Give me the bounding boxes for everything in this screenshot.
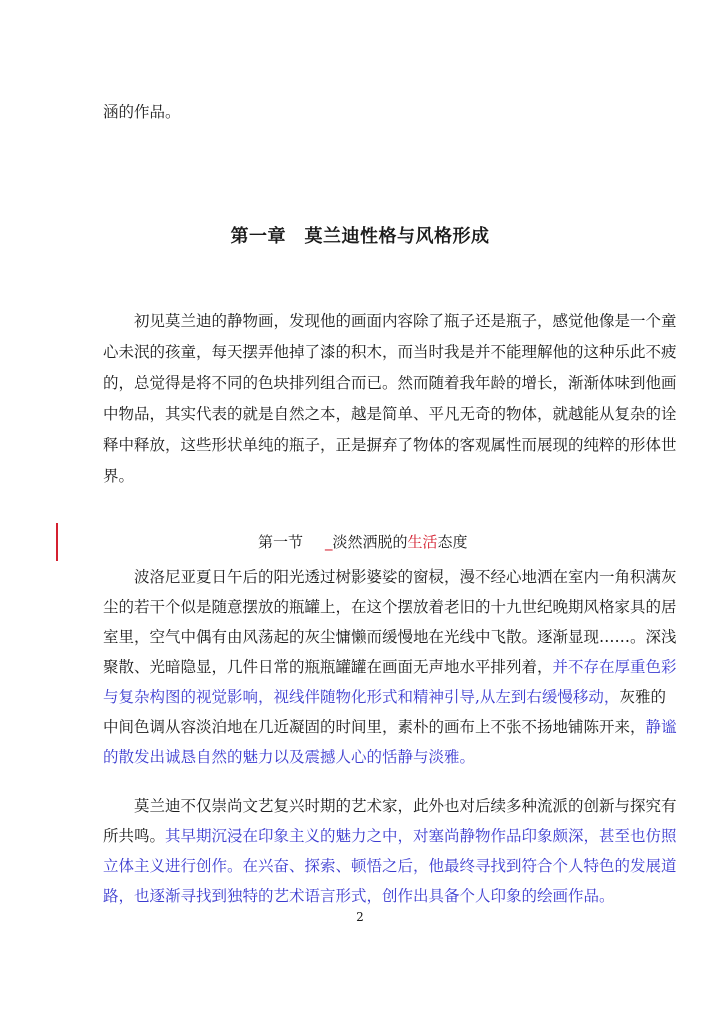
intro-line: 心未泯的孩童，每天摆弄他掉了漆的积木，而当时我是并不能理解他的这种乐此不疲 xyxy=(103,343,677,361)
text-span: 灰雅的 xyxy=(619,688,666,706)
section-label: 第一节 xyxy=(258,533,304,551)
paragraph-line: 莫兰迪不仅崇尚文艺复兴时期的艺术家，此外也对后续多种流派的创新与探究有 xyxy=(134,797,677,815)
section-marker: _ xyxy=(325,533,333,551)
paragraph-line xyxy=(103,656,677,678)
paragraph-line: 的散发出诚恳自然的魅力以及震撼人心的恬静与淡雅。 xyxy=(103,748,476,766)
text-span: 所共鸣。 xyxy=(103,827,166,845)
section-title-part: 淡然洒脱的 xyxy=(332,533,408,551)
intro-line: 的，总觉得是将不同的色块排列组合而已。然而随着我年龄的增长，渐渐体味到他画 xyxy=(103,374,677,392)
page-number: 2 xyxy=(356,910,364,924)
revision-bar xyxy=(56,523,58,561)
section-title-part: 态度 xyxy=(437,533,468,551)
intro-line: 释中释放，这些形状单纯的瓶子，正是摒弃了物体的客观属性而展现的纯粹的形体世 xyxy=(103,436,677,454)
paragraph-line: 尘的若干个似是随意摆放的瓶罐上，在这个摆放着老旧的十九世纪晚期风格家具的居 xyxy=(103,598,677,616)
paragraph-line: 路，也逐渐寻找到独特的艺术语言形式，创作出具备个人印象的绘画作品。 xyxy=(103,887,615,905)
text-span: 中间色调从容淡泊地在几近凝固的时间里，素朴的画布上不张不扬地铺陈开来， xyxy=(103,718,646,736)
highlight-span: 静谧 xyxy=(645,718,677,736)
paragraph-line: 立体主义进行创作。在兴奋、探索、顿悟之后，他最终寻找到符合个人特色的发展道 xyxy=(103,857,677,875)
highlight-span: 其早期沉浸在印象主义的魅力之中，对塞尚静物作品印象颇深，甚至也仿照 xyxy=(165,827,677,845)
intro-line: 中物品，其实代表的就是自然之本，越是简单、平凡无奇的物体，就越能从复杂的诠 xyxy=(103,405,677,423)
text-span: 聚散、光暗隐显，几件日常的瓶瓶罐罐在画面无声地水平排列着， xyxy=(103,658,553,676)
paragraph-line: 室里，空气中偶有由风荡起的灰尘慵懒而缓慢地在光线中飞散。逐渐显现……。深浅 xyxy=(103,628,677,646)
paragraph-line xyxy=(103,825,677,847)
intro-line: 初见莫兰迪的静物画，发现他的画面内容除了瓶子还是瓶子，感觉他像是一个童 xyxy=(134,312,677,330)
chapter-title: 第一章 莫兰迪性格与风格形成 xyxy=(230,226,490,247)
paragraph-line xyxy=(103,686,666,708)
highlight-span: 并不存在厚重色彩 xyxy=(552,658,677,676)
section-title-highlight: 生活 xyxy=(407,533,438,551)
highlight-span: 与复杂构图的视觉影响，视线伴随物化形式和精神引导,从左到右缓慢移动， xyxy=(103,688,620,706)
continuation-text: 涵的作品。 xyxy=(103,103,181,121)
section-heading xyxy=(258,531,468,552)
intro-line: 界。 xyxy=(103,467,135,485)
paragraph-line xyxy=(103,716,677,738)
paragraph-line: 波洛尼亚夏日午后的阳光透过树影婆娑的窗棂，漫不经心地洒在室内一角积满灰 xyxy=(134,568,677,586)
